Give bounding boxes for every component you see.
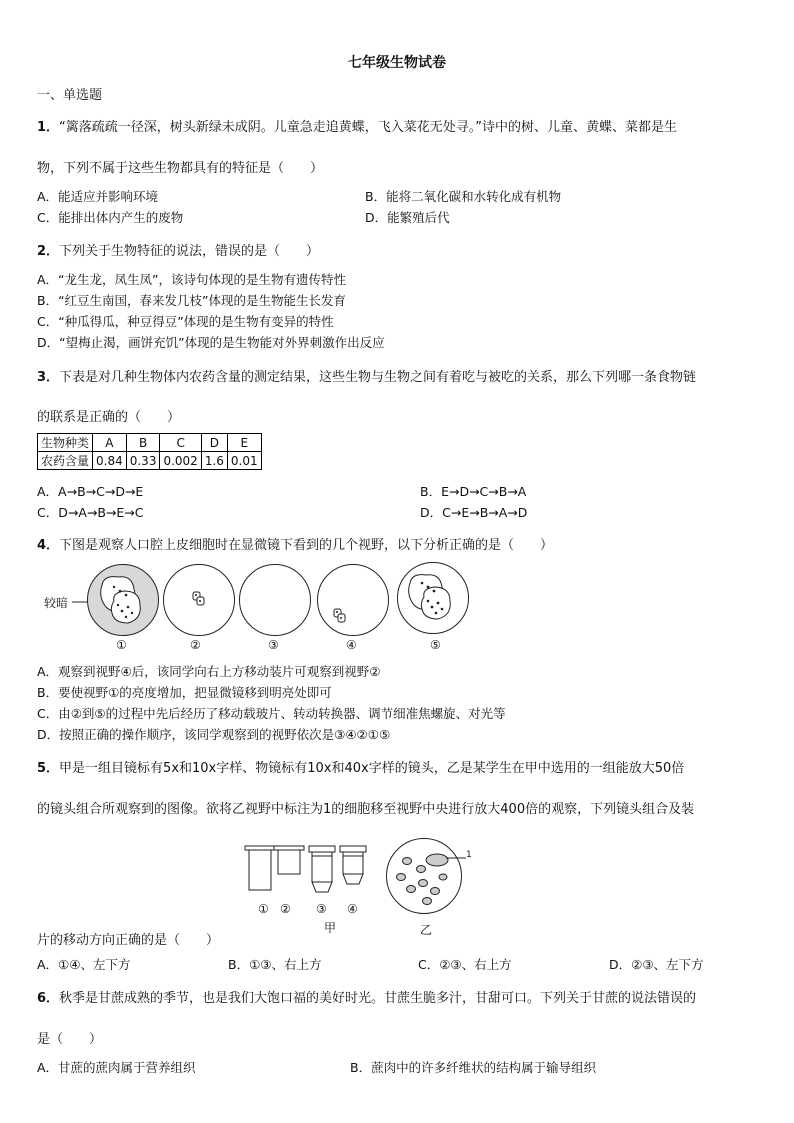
question-text: 秋季是甘蔗成熟的季节，也是我们大饱口福的美好时光。甘蔗生脆多汁，甘甜可口。下列关于甘蔗的说法错误的 [59,991,697,1006]
table-cell: C [160,434,201,452]
field-4 [317,564,389,636]
q1-option-d: D．能繁殖后代 [365,210,450,225]
q5-option-d: D．②③、左下方 [609,957,704,972]
table-cell: 1.6 [201,452,227,470]
lens-label: ④ [347,902,358,916]
view-yi [386,838,462,914]
field-2 [163,564,235,636]
table-cell: 生物种类 [38,434,93,452]
question-text: 下列关于生物特征的说法，错误的是（ ） [59,244,320,259]
q4-option-d: D．按照正确的操作顺序，该同学观察到的视野依次是③④②①⑤ [37,727,391,742]
lens-label: ② [280,902,291,916]
q2-option-b: B．“红豆生南国，春来发几枝”体现的是生物能生长发育 [37,293,347,308]
question-number: 2． [37,244,60,259]
question-text: 下图是观察人口腔上皮细胞时在显微镜下看到的几个视野，以下分析正确的是（ ） [59,538,554,553]
q1-option-b: B．能将二氧化碳和水转化成有机物 [365,189,562,204]
question-number: 4． [37,538,60,553]
table-cell: E [227,434,261,452]
figure-jia-label: 甲 [324,921,337,935]
table-row [38,434,262,452]
question-6-stem-cont: 是（ ） [37,1032,103,1047]
cells-drawing [88,565,158,635]
field-label: ④ [346,638,357,652]
q3-option-d: D．C→E→B→A→D [420,505,528,520]
q3-option-b: B．E→D→C→B→A [420,484,527,499]
table-cell: B [126,434,160,452]
question-number: 5． [37,761,60,776]
table-cell: 农药含量 [38,452,93,470]
q5-option-b: B．①③、右上方 [228,957,322,972]
field-label: ③ [268,638,279,652]
field-label: ② [190,638,201,652]
cells-drawing [387,839,461,913]
field-5 [397,562,469,634]
q6-option-a: A．甘蔗的蔗肉属于营养组织 [37,1060,196,1075]
section-heading: 一、单选题 [37,88,103,103]
q4-option-a: A．观察到视野④后，该同学向右上方移动装片可观察到视野② [37,664,381,679]
q2-option-c: C．“种瓜得瓜，种豆得豆”体现的是生物有变异的特性 [37,314,334,329]
question-2-stem [37,240,319,259]
table-cell: D [201,434,227,452]
field-label: ① [116,638,127,652]
cells-drawing [398,563,468,633]
cells-drawing [318,565,388,635]
lens-label: ③ [316,902,327,916]
question-3-stem [37,366,696,385]
question-5-stem-cont: 的镜头组合所观察到的图像。欲将乙视野中标注为1的细胞移至视野中央进行放大400倍的观察，下列镜头组合及装 [37,802,695,817]
lens-label: ① [258,902,269,916]
figure-yi-label: 乙 [420,923,433,937]
question-text: 下表是对几种生物体内农药含量的测定结果，这些生物与生物之间有着吃与被吃的关系，那么下列哪一条食物链 [59,370,697,385]
table-cell: 0.01 [227,452,261,470]
q3-option-a: A．A→B→C→D→E [37,484,144,499]
q2-option-a: A．“龙生龙，凤生凤”，该诗句体现的是生物有遗传特性 [37,272,347,287]
q1-option-a: A．能适应并影响环境 [37,189,159,204]
lenses-drawing [240,842,370,902]
field-1 [87,564,159,636]
page-title: 七年级生物试卷 [348,55,446,71]
table-row [38,452,262,470]
q4-option-c: C．由②到⑤的过程中先后经历了移动载玻片、转动转换器、调节细准焦螺旋、对光等 [37,706,506,721]
question-3-stem-cont: 的联系是正确的（ ） [37,410,181,425]
question-5-stem [37,757,684,776]
q3-option-c: C．D→A→B→E→C [37,505,144,520]
field-label: ⑤ [430,638,441,652]
q5-option-c: C．②③、右上方 [418,957,512,972]
q4-option-b: B．要使视野①的亮度增加，把显微镜移到明亮处即可 [37,685,332,700]
q2-option-d: D．“望梅止渴，画饼充饥”体现的是生物能对外界刺激作出反应 [37,335,385,350]
cell-1-label: 1 [466,850,472,860]
table-cell: 0.002 [160,452,201,470]
dark-label: 较暗 [44,596,69,610]
question-5-stem-cont: 片的移动方向正确的是（ ） [37,933,220,948]
question-4-stem [37,534,553,553]
question-number: 6． [37,991,60,1006]
q6-option-b: B．蔗肉中的许多纤维状的结构属于输导组织 [350,1060,597,1075]
table-cell: A [93,434,127,452]
question-1-stem [37,116,677,135]
question-number: 3． [37,370,60,385]
question-text: 甲是一组目镜标有5x和10x字样、物镜标有10x和40x字样的镜头，乙是某学生在甲中选用的一组能放大50倍 [59,761,685,776]
cells-drawing [164,565,234,635]
field-3 [239,564,311,636]
question-6-stem [37,987,696,1006]
pointer-line [446,856,468,860]
q5-option-a: A．①④、左下方 [37,957,131,972]
table-cell: 0.84 [93,452,127,470]
q1-option-c: C．能排出体内产生的废物 [37,210,184,225]
question-text: “篱落疏疏一径深，树头新绿未成阴。儿童急走追黄蝶，飞入菜花无处寻。”诗中的树、儿童、黄蝶、菜都是生 [59,120,678,135]
pesticide-table [37,433,262,470]
table-cell: 0.33 [126,452,160,470]
question-1-stem-cont: 物，下列不属于这些生物都具有的特征是（ ） [37,161,324,176]
question-number: 1． [37,120,60,135]
